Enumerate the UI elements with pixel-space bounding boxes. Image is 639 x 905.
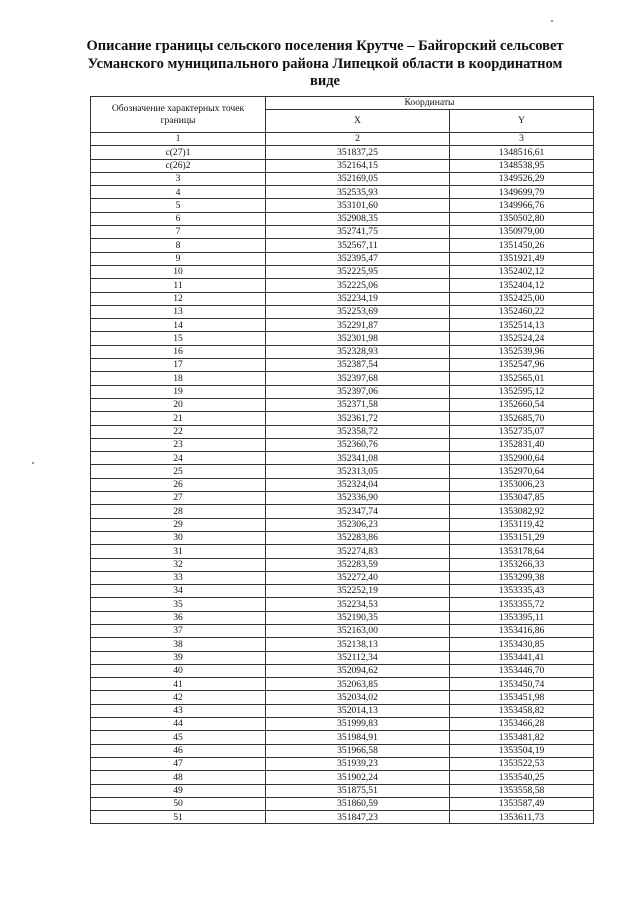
y-cell: 1352539,96 — [450, 345, 594, 358]
header-y: Y — [450, 110, 594, 133]
table-row — [91, 478, 594, 491]
y-cell: 1353047,85 — [450, 492, 594, 505]
y-cell: 1353082,92 — [450, 505, 594, 518]
table-row — [91, 492, 594, 505]
point-cell: 8 — [91, 239, 266, 252]
x-cell: 352272,40 — [266, 571, 450, 584]
x-cell: 352535,93 — [266, 186, 450, 199]
x-cell: 353101,60 — [266, 199, 450, 212]
point-cell: 15 — [91, 332, 266, 345]
y-cell: 1353450,74 — [450, 678, 594, 691]
x-cell: 352361,72 — [266, 412, 450, 425]
x-cell: 351837,25 — [266, 146, 450, 159]
table-row — [91, 279, 594, 292]
point-cell: 42 — [91, 691, 266, 704]
point-cell: 40 — [91, 664, 266, 677]
x-cell: 352063,85 — [266, 678, 450, 691]
point-cell: 18 — [91, 372, 266, 385]
y-cell: 1351450,26 — [450, 239, 594, 252]
y-cell: 1350979,00 — [450, 226, 594, 239]
y-cell: 1353558,58 — [450, 784, 594, 797]
x-cell: 352283,86 — [266, 531, 450, 544]
y-cell: 1351921,49 — [450, 252, 594, 265]
y-cell: 1353587,49 — [450, 797, 594, 810]
y-cell: 1352524,24 — [450, 332, 594, 345]
table-row — [91, 212, 594, 225]
point-cell: 20 — [91, 398, 266, 411]
x-cell: 352234,53 — [266, 598, 450, 611]
y-cell: 1353006,23 — [450, 478, 594, 491]
x-cell: 352253,69 — [266, 305, 450, 318]
x-cell: 352291,87 — [266, 319, 450, 332]
title-line-2: Усманского муниципального района Липецкой области в координатном — [87, 55, 563, 72]
table-row — [91, 425, 594, 438]
y-cell: 1353355,72 — [450, 598, 594, 611]
x-cell: 352164,15 — [266, 159, 450, 172]
y-cell: 1348538,95 — [450, 159, 594, 172]
table-row — [91, 252, 594, 265]
table-row — [91, 744, 594, 757]
table-row — [91, 611, 594, 624]
table-row — [91, 438, 594, 451]
x-cell: 352908,35 — [266, 212, 450, 225]
x-cell: 351966,58 — [266, 744, 450, 757]
table-row — [91, 518, 594, 531]
table-row — [91, 731, 594, 744]
table-row — [91, 372, 594, 385]
point-cell: 10 — [91, 265, 266, 278]
x-cell: 352274,83 — [266, 545, 450, 558]
table-row — [91, 265, 594, 278]
x-cell: 352225,95 — [266, 265, 450, 278]
x-cell: 352190,35 — [266, 611, 450, 624]
y-cell: 1349526,29 — [450, 172, 594, 185]
table-row — [91, 585, 594, 598]
table-row — [91, 545, 594, 558]
x-cell: 352360,76 — [266, 438, 450, 451]
x-cell: 352169,05 — [266, 172, 450, 185]
y-cell: 1352970,64 — [450, 465, 594, 478]
x-cell: 351939,23 — [266, 757, 450, 770]
x-cell: 352225,06 — [266, 279, 450, 292]
y-cell: 1353458,82 — [450, 704, 594, 717]
point-cell: 5 — [91, 199, 266, 212]
y-cell: 1349699,79 — [450, 186, 594, 199]
table-row — [91, 385, 594, 398]
table-row — [91, 757, 594, 770]
table-row — [91, 558, 594, 571]
column-number-3: 3 — [450, 133, 594, 146]
point-cell: 11 — [91, 279, 266, 292]
x-cell: 352397,06 — [266, 385, 450, 398]
point-cell: 7 — [91, 226, 266, 239]
point-cell: 46 — [91, 744, 266, 757]
x-cell: 352395,47 — [266, 252, 450, 265]
table-row — [91, 571, 594, 584]
y-cell: 1353151,29 — [450, 531, 594, 544]
x-cell: 352371,58 — [266, 398, 450, 411]
table-row — [91, 412, 594, 425]
y-cell: 1353395,11 — [450, 611, 594, 624]
y-cell: 1353441,41 — [450, 651, 594, 664]
point-cell: 51 — [91, 811, 266, 824]
x-cell: 351847,23 — [266, 811, 450, 824]
table-row — [91, 811, 594, 824]
y-cell: 1350502,80 — [450, 212, 594, 225]
table-row — [91, 664, 594, 677]
table-row — [91, 305, 594, 318]
point-cell: 22 — [91, 425, 266, 438]
x-cell: 351984,91 — [266, 731, 450, 744]
table-row — [91, 638, 594, 651]
table-row — [91, 199, 594, 212]
point-cell: 37 — [91, 624, 266, 637]
x-cell: 351999,83 — [266, 718, 450, 731]
scan-speck — [32, 462, 34, 464]
y-cell: 1348516,61 — [450, 146, 594, 159]
x-cell: 352094,62 — [266, 664, 450, 677]
point-cell: 6 — [91, 212, 266, 225]
point-cell: 23 — [91, 438, 266, 451]
y-cell: 1353504,19 — [450, 744, 594, 757]
y-cell: 1352514,13 — [450, 319, 594, 332]
point-cell: 34 — [91, 585, 266, 598]
table-row — [91, 319, 594, 332]
column-number-2: 2 — [266, 133, 450, 146]
scan-speck — [551, 20, 553, 22]
y-cell: 1353611,73 — [450, 811, 594, 824]
table-row — [91, 505, 594, 518]
x-cell: 352252,19 — [266, 585, 450, 598]
x-cell: 352328,93 — [266, 345, 450, 358]
point-cell: 32 — [91, 558, 266, 571]
document-title — [40, 38, 610, 91]
point-cell: 45 — [91, 731, 266, 744]
table-row — [91, 398, 594, 411]
header-point-designation: Обозначение характерных точек границы — [91, 97, 266, 133]
table-row — [91, 332, 594, 345]
point-cell: с(27)1 — [91, 146, 266, 159]
table-row — [91, 771, 594, 784]
point-cell: 50 — [91, 797, 266, 810]
y-cell: 1352460,22 — [450, 305, 594, 318]
y-cell: 1353335,43 — [450, 585, 594, 598]
point-cell: 49 — [91, 784, 266, 797]
point-cell: 28 — [91, 505, 266, 518]
table-row — [91, 531, 594, 544]
x-cell: 352347,74 — [266, 505, 450, 518]
point-cell: 27 — [91, 492, 266, 505]
x-cell: 351875,51 — [266, 784, 450, 797]
point-cell: 30 — [91, 531, 266, 544]
point-cell: 43 — [91, 704, 266, 717]
table-row — [91, 598, 594, 611]
point-cell: 41 — [91, 678, 266, 691]
point-cell: 33 — [91, 571, 266, 584]
x-cell: 352138,13 — [266, 638, 450, 651]
x-cell: 352567,11 — [266, 239, 450, 252]
table-row — [91, 784, 594, 797]
point-cell: 19 — [91, 385, 266, 398]
y-cell: 1353522,53 — [450, 757, 594, 770]
point-cell: 16 — [91, 345, 266, 358]
point-cell: 3 — [91, 172, 266, 185]
point-cell: 25 — [91, 465, 266, 478]
x-cell: 352341,08 — [266, 452, 450, 465]
table-row — [91, 465, 594, 478]
point-cell: 47 — [91, 757, 266, 770]
y-cell: 1353178,64 — [450, 545, 594, 558]
point-cell: 35 — [91, 598, 266, 611]
point-cell: 24 — [91, 452, 266, 465]
x-cell: 352358,72 — [266, 425, 450, 438]
point-cell: 31 — [91, 545, 266, 558]
table-row — [91, 345, 594, 358]
y-cell: 1352595,12 — [450, 385, 594, 398]
table-body — [91, 146, 594, 824]
point-cell: 9 — [91, 252, 266, 265]
x-cell: 352112,34 — [266, 651, 450, 664]
y-cell: 1353299,38 — [450, 571, 594, 584]
y-cell: 1353119,42 — [450, 518, 594, 531]
x-cell: 352014,13 — [266, 704, 450, 717]
x-cell: 352283,59 — [266, 558, 450, 571]
point-cell: 4 — [91, 186, 266, 199]
y-cell: 1353446,70 — [450, 664, 594, 677]
point-cell: 14 — [91, 319, 266, 332]
y-cell: 1353466,28 — [450, 718, 594, 731]
y-cell: 1353540,25 — [450, 771, 594, 784]
x-cell: 352397,68 — [266, 372, 450, 385]
x-cell: 352306,23 — [266, 518, 450, 531]
y-cell: 1352900,64 — [450, 452, 594, 465]
y-cell: 1353266,33 — [450, 558, 594, 571]
table-row — [91, 159, 594, 172]
y-cell: 1353451,98 — [450, 691, 594, 704]
table-row — [91, 292, 594, 305]
table-row — [91, 678, 594, 691]
x-cell: 352387,54 — [266, 359, 450, 372]
coordinates-table — [90, 96, 594, 824]
table-row — [91, 359, 594, 372]
y-cell: 1352425,00 — [450, 292, 594, 305]
y-cell: 1352685,70 — [450, 412, 594, 425]
table-row — [91, 226, 594, 239]
x-cell: 352313,05 — [266, 465, 450, 478]
y-cell: 1352735,07 — [450, 425, 594, 438]
table-row — [91, 651, 594, 664]
x-cell: 352324,04 — [266, 478, 450, 491]
y-cell: 1352565,01 — [450, 372, 594, 385]
x-cell: 352234,19 — [266, 292, 450, 305]
point-cell: 38 — [91, 638, 266, 651]
point-cell: 26 — [91, 478, 266, 491]
y-cell: 1352402,12 — [450, 265, 594, 278]
point-cell: 48 — [91, 771, 266, 784]
column-number-1: 1 — [91, 133, 266, 146]
y-cell: 1353481,82 — [450, 731, 594, 744]
y-cell: 1352831,40 — [450, 438, 594, 451]
x-cell: 352301,98 — [266, 332, 450, 345]
table-row — [91, 718, 594, 731]
table-row — [91, 239, 594, 252]
point-cell: 12 — [91, 292, 266, 305]
point-cell: 13 — [91, 305, 266, 318]
point-cell: 39 — [91, 651, 266, 664]
x-cell: 352034,02 — [266, 691, 450, 704]
y-cell: 1353416,86 — [450, 624, 594, 637]
point-cell: 29 — [91, 518, 266, 531]
point-cell: 44 — [91, 718, 266, 731]
table-row — [91, 797, 594, 810]
x-cell: 352741,75 — [266, 226, 450, 239]
table-row — [91, 186, 594, 199]
y-cell: 1349966,76 — [450, 199, 594, 212]
x-cell: 351860,59 — [266, 797, 450, 810]
table-row — [91, 624, 594, 637]
x-cell: 352163,00 — [266, 624, 450, 637]
x-cell: 352336,90 — [266, 492, 450, 505]
x-cell: 351902,24 — [266, 771, 450, 784]
point-cell: 21 — [91, 412, 266, 425]
point-cell: с(26)2 — [91, 159, 266, 172]
y-cell: 1352660,54 — [450, 398, 594, 411]
table-row — [91, 452, 594, 465]
y-cell: 1352547,96 — [450, 359, 594, 372]
point-cell: 36 — [91, 611, 266, 624]
header-x: X — [266, 110, 450, 133]
table-row — [91, 691, 594, 704]
table-row — [91, 172, 594, 185]
y-cell: 1353430,85 — [450, 638, 594, 651]
table-row — [91, 704, 594, 717]
header-coordinates: Координаты — [266, 97, 594, 110]
y-cell: 1352404,12 — [450, 279, 594, 292]
title-line-1: Описание границы сельского поселения Крутче – Байгорский сельсовет — [86, 38, 564, 54]
point-cell: 17 — [91, 359, 266, 372]
title-line-3: виде — [310, 73, 340, 89]
table-row — [91, 146, 594, 159]
